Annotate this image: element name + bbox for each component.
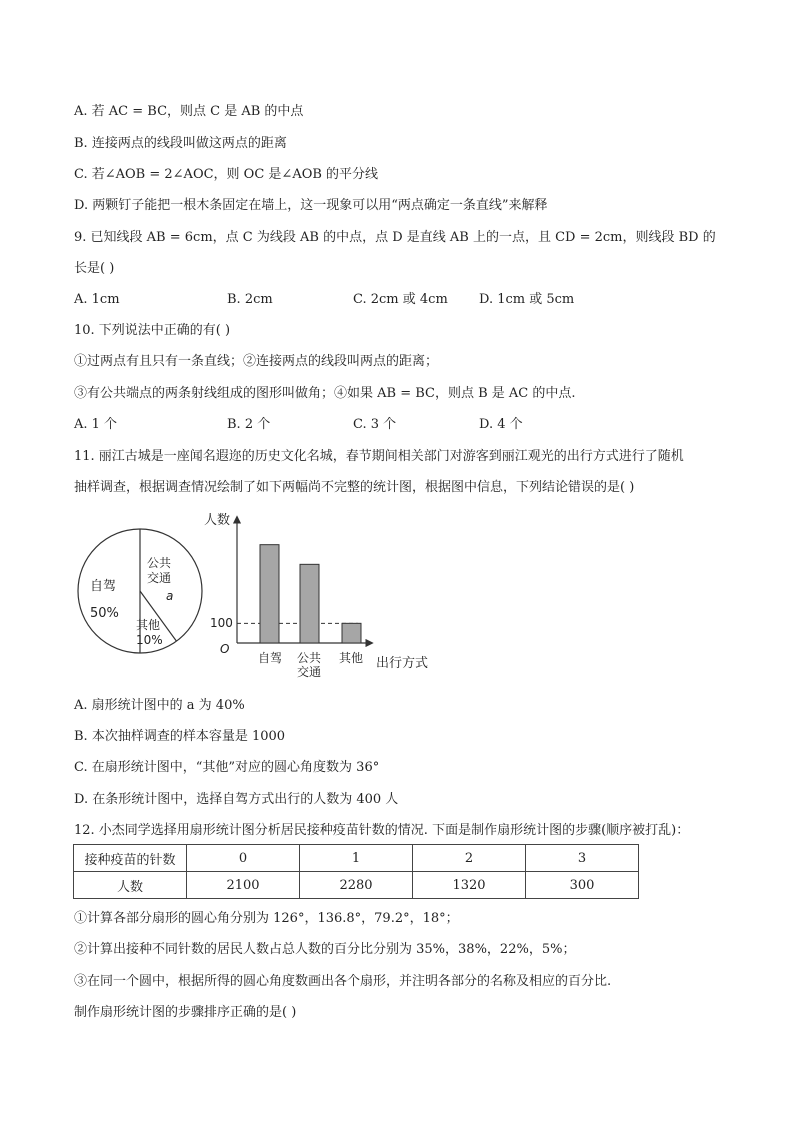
q10-option-c: C. 3 个 (353, 417, 397, 432)
table-header-cell: 2 (413, 845, 526, 872)
bar-x-label: 出行方式 (376, 656, 429, 671)
q9-option-a: A. 1cm (74, 292, 120, 307)
q11-option-b: B. 本次抽样调查的样本容量是 1000 (74, 729, 286, 744)
table-cell: 300 (526, 872, 639, 899)
q8-option-d: D. 两颗钉子能把一根木条固定在墙上，这一现象可以用“两点确定一条直线”来解释 (74, 198, 548, 213)
pie-value-other: 10% (136, 633, 163, 647)
bar-chart (200, 505, 440, 683)
q8-option-c: C. 若∠AOB = 2∠AOC，则 OC 是∠AOB 的平分线 (74, 167, 379, 182)
q11-stem-line2: 抽样调查，根据调查情况绘制了如下两幅尚不完整的统计图，根据图中信息，下列结论错误的是( ) (74, 480, 635, 495)
q9-option-c: C. 2cm 或 4cm (353, 292, 448, 307)
bar-category-public-1: 公共 (297, 651, 322, 665)
table-row (74, 872, 639, 899)
q8-option-b: B. 连接两点的线段叫做这两点的距离 (74, 136, 287, 151)
q10-statement-line1: ①过两点有且只有一条直线；②连接两点的线段叫两点的距离； (74, 354, 439, 369)
q11-option-a: A. 扇形统计图中的 a 为 40% (74, 698, 245, 713)
pie-value-public: a (166, 589, 174, 603)
bar-category-self-drive: 自驾 (258, 651, 283, 665)
bar-origin-label: O (220, 642, 230, 656)
vaccine-table (73, 844, 639, 899)
q12-step-1: ①计算各部分扇形的圆心角分别为 126°，136.8°，79.2°，18°； (74, 911, 459, 926)
q8-option-a: A. 若 AC = BC，则点 C 是 AB 的中点 (74, 104, 304, 119)
table-header-cell: 3 (526, 845, 639, 872)
q12-step-2: ②计算出接种不同针数的居民人数占总人数的百分比分别为 35%，38%，22%，5%； (74, 942, 576, 957)
table-header-cell: 接种疫苗的针数 (74, 845, 187, 872)
q12-question: 制作扇形统计图的步骤排序正确的是( ) (74, 1005, 297, 1020)
q10-option-d: D. 4 个 (479, 417, 523, 432)
bar-public-transport (300, 564, 319, 643)
pie-value-self-drive: 50% (90, 606, 119, 621)
q12-step-3: ③在同一个圆中，根据所得的圆心角度数画出各个扇形，并注明各部分的名称及相应的百分比. (74, 974, 612, 989)
pie-label-self-drive: 自驾 (90, 579, 117, 594)
table-cell: 人数 (74, 872, 187, 899)
pie-chart (74, 525, 209, 660)
q10-option-b: B. 2 个 (227, 417, 271, 432)
bar-ytick-label: 100 (210, 616, 233, 630)
q11-stem-line1: 11. 丽江古城是一座闻名遐迩的历史文化名城，春节期间相关部门对游客到丽江观光的出行方式进行了随机 (74, 449, 684, 464)
pie-label-public-1: 公共 (147, 556, 172, 570)
table-header-cell: 0 (187, 845, 300, 872)
q10-stem: 10. 下列说法中正确的有( ) (74, 323, 231, 338)
q9-option-b: B. 2cm (227, 292, 273, 307)
bar-self-drive (260, 545, 279, 643)
pie-label-public-2: 交通 (147, 571, 172, 585)
q12-stem: 12. 小杰同学选择用扇形统计图分析居民接种疫苗针数的情况. 下面是制作扇形统计图的步骤(顺序被打乱)： (74, 823, 690, 838)
q9-stem-line1: 9. 已知线段 AB = 6cm，点 C 为线段 AB 的中点，点 D 是直线 AB 上的一点，且 CD = 2cm，则线段 BD 的 (74, 230, 716, 245)
q9-option-d: D. 1cm 或 5cm (479, 292, 575, 307)
table-cell: 1320 (413, 872, 526, 899)
q9-stem-line2: 长是( ) (74, 261, 115, 276)
q10-statement-line2: ③有公共端点的两条射线组成的图形叫做角；④如果 AB = BC，则点 B 是 AC 的中点. (74, 386, 576, 401)
q11-option-d: D. 在条形统计图中，选择自驾方式出行的人数为 400 人 (74, 792, 399, 807)
q10-option-a: A. 1 个 (74, 417, 118, 432)
pie-label-other: 其他 (136, 618, 161, 632)
bar-category-other: 其他 (339, 651, 364, 665)
bar-category-public-2: 交通 (297, 665, 322, 679)
table-row (74, 845, 639, 872)
bar-other (342, 623, 361, 643)
table-cell: 2100 (187, 872, 300, 899)
table-cell: 2280 (300, 872, 413, 899)
bar-y-label: 人数 (204, 513, 231, 528)
q11-option-c: C. 在扇形统计图中，“其他”对应的圆心角度数为 36° (74, 760, 380, 775)
table-header-cell: 1 (300, 845, 413, 872)
